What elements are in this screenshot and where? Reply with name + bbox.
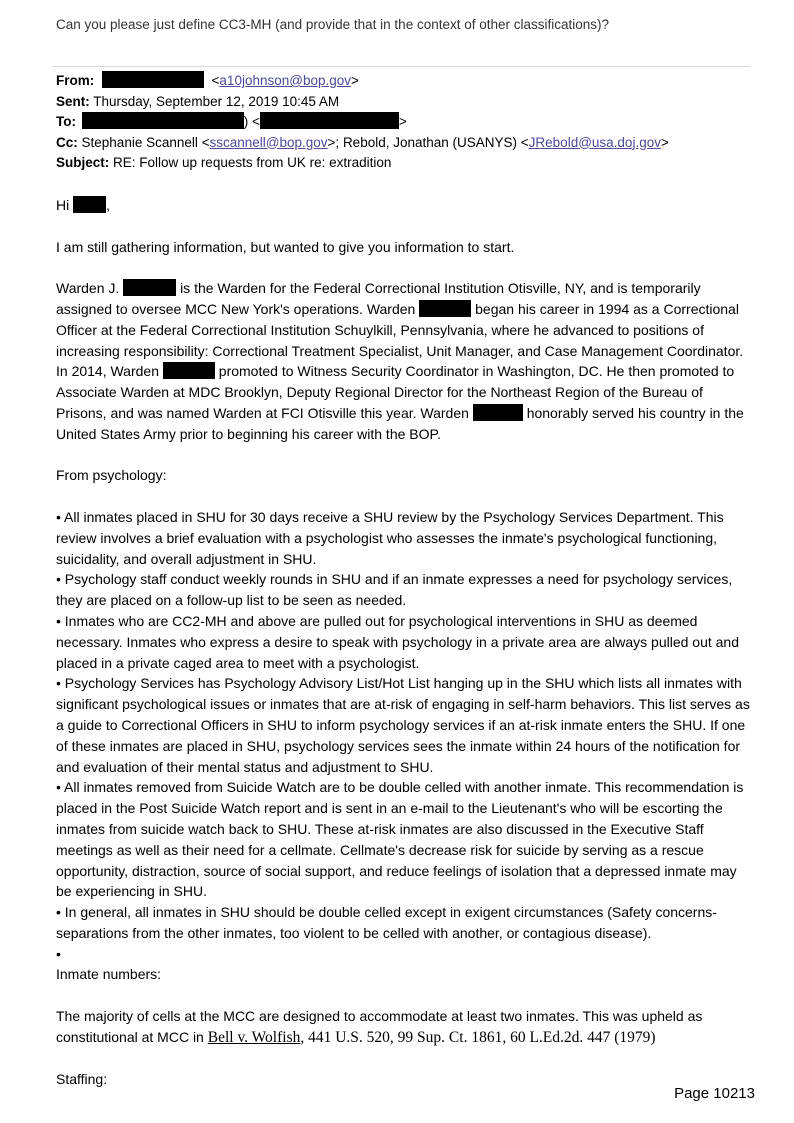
staffing-heading: Staffing: bbox=[56, 1071, 108, 1088]
redaction-box bbox=[163, 362, 215, 379]
intro-paragraph: I am still gathering information, but wanted to give you information to start. bbox=[56, 238, 515, 255]
bullet-marker: • bbox=[56, 508, 65, 525]
from-label: From: bbox=[56, 73, 95, 88]
redaction-box bbox=[473, 404, 523, 421]
bullet-item: • In general, all inmates in SHU should be double celled except in exigent circumstances (Safety concerns-separations from the other inmates, too violent to be celled with another, or contagious disease). bbox=[56, 904, 717, 941]
cc-name-2: Rebold, Jonathan (USANYS) bbox=[342, 134, 518, 150]
bullet-item: • Psychology Services has Psychology Advisory List/Hot List hanging up in the SHU which lists all inmates with significant psychological issues or inmates that are at-risk of engaging in self-harm behaviors. This list serves as a guide to Correctional Officers in SHU to inform psychology services if an at-risk inmate enters the SHU. If one of these inmates are placed in SHU, psychology services sees the inmate within 24 hours of the notification for and evaluation of their mental status and adjustment to SHU. bbox=[56, 675, 750, 775]
bullet-marker: • bbox=[56, 779, 65, 796]
bullet-item bbox=[56, 944, 756, 965]
subject-value: RE: Follow up requests from UK re: extradition bbox=[113, 155, 392, 170]
bullet-item: • All inmates removed from Suicide Watch are to be double celled with another inmate. This recommendation is placed in the Post Suicide Watch report and is sent in an e-mail to the Lieutenant's who will be escorting the inmates from suicide watch back to SHU. These at-risk inmates are also discussed in the Executive Staff meetings as well as their need for a cellmate. Cellmate's decrease risk for suicide by serving as a rescue opportunity, distraction, source of social support, and reduce feelings of isolation that a depressed inmate may be experiencing in SHU. bbox=[56, 779, 744, 900]
email-body bbox=[56, 195, 756, 1090]
from-email-link[interactable]: a10johnson@bop.gov bbox=[219, 73, 351, 88]
cc-line: Cc: Stephanie Scannell <sscannell@bop.gov>; Rebold, Jonathan (USANYS) <JRebold@usa.doj.gov> bbox=[56, 134, 669, 150]
redaction-box bbox=[73, 196, 106, 213]
from-line: From: <a10johnson@bop.gov> bbox=[56, 73, 359, 88]
subject-label: Subject: bbox=[56, 155, 110, 170]
bullet-item: • Psychology staff conduct weekly rounds in SHU and if an inmate expresses a need for psychology services, they are placed on a follow-up list to be seen as needed. bbox=[56, 571, 733, 609]
to-label: To: bbox=[56, 114, 76, 129]
cc-email-link-2[interactable]: JRebold@usa.doj.gov bbox=[528, 134, 661, 150]
psychology-bullet-list bbox=[56, 507, 756, 965]
case-citation: , 441 U.S. 520, 99 Sup. Ct. 1861, 60 L.Ed.2d. 447 (1979) bbox=[300, 1028, 656, 1046]
bullet-item: • Inmates who are CC2-MH and above are pulled out for psychological interventions in SHU as deemed necessary. Inmates who express a desire to speak with psychology in a private area are always pulled out and placed in a private caged area to meet with a psychologist. bbox=[56, 612, 739, 671]
redaction-box bbox=[260, 112, 399, 129]
email-header bbox=[56, 71, 756, 174]
previous-message-cutoff: Can you please just define CC3-MH (and provide that in the context of other classifications)? bbox=[56, 17, 610, 32]
redaction-box bbox=[123, 279, 176, 296]
warden-bio-paragraph: Warden J. is the Warden for the Federal Correctional Institution Otisville, NY, and is temporarily assigned to oversee MCC New York's operations. Warden began his career in 1994 as a Correctional Officer at the Federal Correctional Institution Schuylkill, Pennsylvania, where he advanced to positions of increasing responsibility: Correctional Treatment Specialist, Unit Manager, and Case Management Coordinator. In 2014, Warden promoted to Witness Security Coordinator in Washington, DC. He then promoted to Associate Warden at MDC Brooklyn, Deputy Regional Director for the Northeast Region of the Bureau of Prisons, and was named Warden at FCI Otisville this year. Warden honorably served his country in the United States Army prior to beginning his career with the BOP. bbox=[56, 280, 744, 442]
cc-email-link-1[interactable]: sscannell@bop.gov bbox=[209, 134, 328, 150]
subject-line bbox=[56, 153, 756, 174]
message-separator bbox=[52, 66, 750, 67]
greeting: Hi , bbox=[56, 197, 111, 213]
redaction-box bbox=[419, 300, 471, 317]
bullet-marker: • bbox=[56, 904, 65, 921]
sent-line bbox=[56, 92, 756, 113]
case-citation-link: Bell v. Wolfish bbox=[207, 1028, 301, 1046]
redaction-box bbox=[102, 71, 204, 88]
redaction-box bbox=[82, 112, 244, 129]
bullet-marker: • bbox=[56, 571, 65, 588]
majority-paragraph: The majority of cells at the MCC are designed to accommodate at least two inmates. This was upheld as constitutional at MCC in Bell v. Wolfish, 441 U.S. 520, 99 Sup. Ct. 1861, 60 L.Ed.2d. 447 (1979) bbox=[56, 1008, 703, 1046]
to-line: To: ) < > bbox=[56, 114, 407, 129]
sent-label: Sent: bbox=[56, 93, 90, 109]
bullet-marker: • bbox=[56, 945, 61, 962]
page-number: Page 10213 bbox=[674, 1085, 755, 1102]
bullet-marker: • bbox=[56, 675, 65, 692]
psychology-heading: From psychology: bbox=[56, 467, 167, 484]
cc-name-1: Stephanie Scannell bbox=[81, 134, 198, 150]
bullet-item: • All inmates placed in SHU for 30 days receive a SHU review by the Psychology Services Department. This review involves a brief evaluation with a psychologist who assesses the inmate's psychological functioning, suicidality, and overall adjustment in SHU. bbox=[56, 508, 724, 567]
inmate-numbers-heading: Inmate numbers: bbox=[56, 966, 162, 983]
cc-label: Cc: bbox=[56, 134, 78, 150]
sent-value: Thursday, September 12, 2019 10:45 AM bbox=[93, 93, 340, 109]
bullet-marker: • bbox=[56, 612, 65, 629]
